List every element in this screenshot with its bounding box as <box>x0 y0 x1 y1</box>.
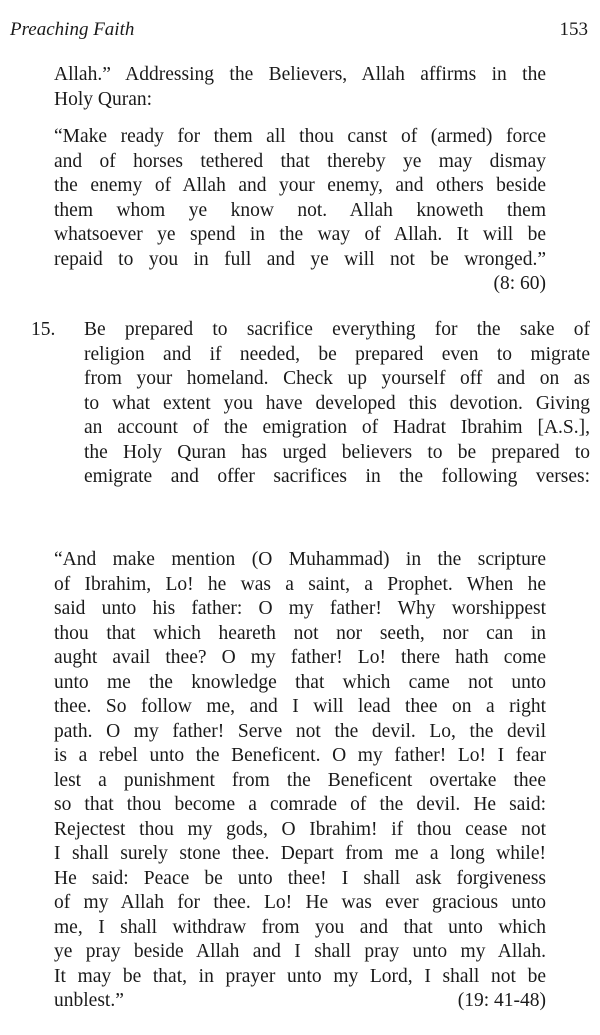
quote-line: path. O my father! Serve not the devil. Lo, the devil <box>54 720 546 742</box>
text-line: Holy Quran: <box>54 88 153 110</box>
quote-line: aught avail thee? O my father! Lo! there hath come <box>54 647 546 668</box>
quote-line: “And make mention (O Muhammad) in the scripture <box>54 549 546 570</box>
item-line: religion and if needed, be prepared even to migrate <box>84 343 590 365</box>
quote-line: said unto his father: O my father! Why worshippest <box>54 598 546 619</box>
quote-line: the enemy of Allah and your enemy, and others beside <box>54 175 546 196</box>
quote-line: ye pray beside Allah and I shall pray unto my Allah. <box>54 941 546 962</box>
intro-paragraph <box>54 63 546 112</box>
chapter-title: Preaching Faith <box>10 19 135 40</box>
quote-line: of my Allah for thee. Lo! He was ever gracious unto <box>54 892 546 913</box>
text-line: Allah.” Addressing the Believers, Allah affirms in the <box>54 64 546 85</box>
quote-line: me, I shall withdraw from you and that unto which <box>54 916 546 938</box>
verse-citation: (8: 60) <box>493 273 546 294</box>
quote-line: them whom ye know not. Allah knoweth them <box>54 199 546 221</box>
quote-line: so that thou become a comrade of the devil. He said: <box>54 794 546 815</box>
quote-line: unto me the knowledge that which came not unto <box>54 671 546 693</box>
quote-line: lest a punishment from the Beneficent overtake thee <box>54 769 546 791</box>
running-header <box>10 18 588 42</box>
list-number: 15. <box>31 319 56 340</box>
quote-line: repaid to you in full and ye will not be wronged.” <box>54 248 546 270</box>
quote-line: It may be that, in prayer unto my Lord, I shall not be <box>54 965 546 987</box>
quote-line: thou that which heareth not nor seeth, nor can in <box>54 622 546 644</box>
quote-last-line <box>54 989 546 1014</box>
quote-line: thee. So follow me, and I will lead thee on a right <box>54 696 546 717</box>
quote-line: is a rebel unto the Beneficent. O my father! Lo! I fear <box>54 745 546 766</box>
item-line: Be prepared to sacrifice everything for the sake of <box>84 319 590 340</box>
quote-line: He said: Peace be unto thee! I shall ask forgiveness <box>54 867 546 889</box>
quote-line: “Make ready for them all thou canst of (armed) force <box>54 126 546 147</box>
quote-line: whatsoever ye spend in the way of Allah. It will be <box>54 224 546 245</box>
item-line: the Holy Quran has urged believers to be prepared to <box>84 441 590 463</box>
quote-line: Rejectest thou my gods, O Ibrahim! if thou cease not <box>54 818 546 840</box>
quote-block-8-60 <box>54 125 546 297</box>
item-line: from your homeland. Check up yourself off and on as <box>84 368 590 389</box>
quote-line: unblest.” <box>54 990 124 1011</box>
item-line: to what extent you have developed this devotion. Giving <box>84 392 590 414</box>
quote-block-19-41-48 <box>54 548 546 1014</box>
quote-line: and of horses tethered that thereby ye may dismay <box>54 150 546 172</box>
quote-line: of Ibrahim, Lo! he was a saint, a Prophet. When he <box>54 573 546 595</box>
item-line: emigrate and offer sacrifices in the following verses: <box>84 466 590 487</box>
quote-line: I shall surely stone thee. Depart from me a long while! <box>54 843 546 864</box>
page-number: 153 <box>559 19 588 40</box>
verse-citation: (19: 41-48) <box>457 990 546 1011</box>
list-item-15 <box>31 318 590 490</box>
item-line: an account of the emigration of Hadrat Ibrahim [A.S.], <box>84 417 590 438</box>
